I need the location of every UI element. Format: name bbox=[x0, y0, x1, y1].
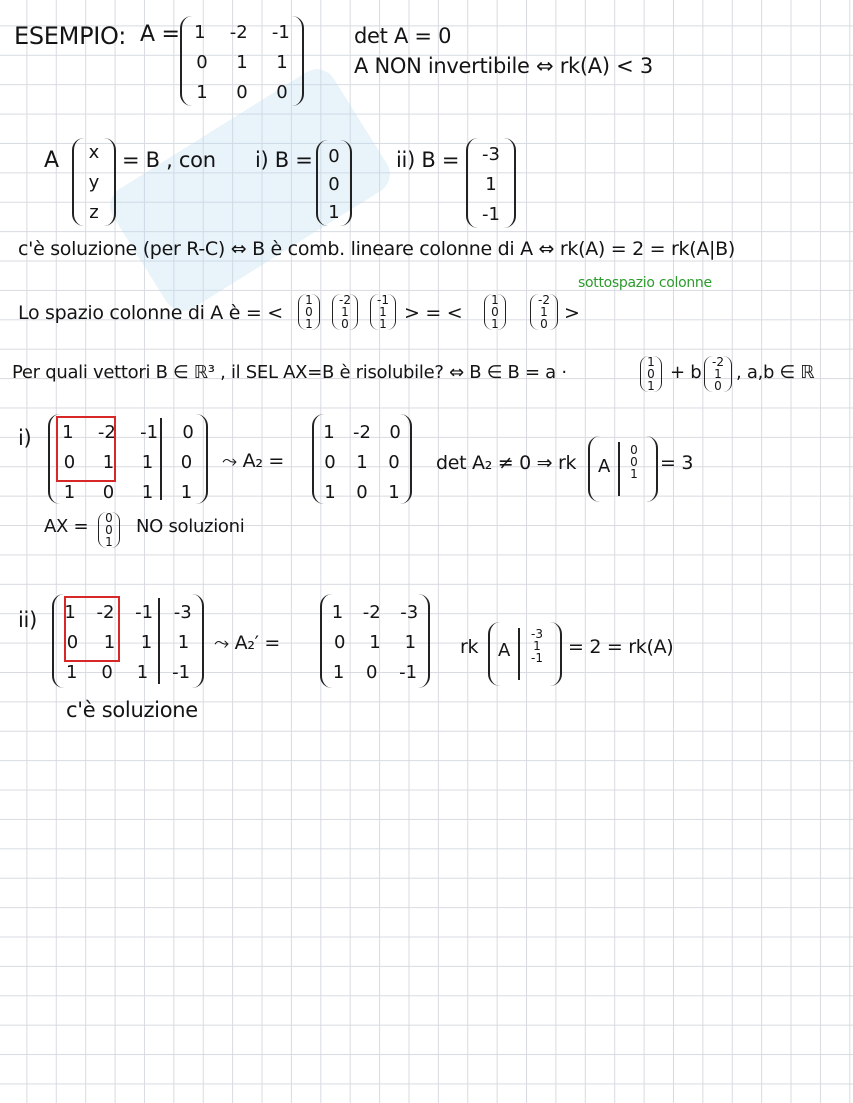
minor-highlight-ii bbox=[64, 596, 120, 662]
rk-equals-2: = 2 = rk(A) bbox=[568, 636, 674, 658]
vector-b1: 0 0 1 bbox=[316, 140, 352, 226]
question-v2: -2 1 0 bbox=[704, 356, 732, 392]
matrix-a2-prime: 1 -2 -3 0 1 1 1 0 -1 bbox=[320, 594, 430, 688]
span-v1: 1 0 1 bbox=[298, 294, 320, 330]
ax-vector: 0 0 1 bbox=[98, 512, 120, 548]
arrow-a2-prime: ⤳ A₂′ = bbox=[214, 632, 281, 654]
augmented-matrix-ii: 1 -2 -1 -3 0 1 1 1 1 0 1 -1 bbox=[52, 594, 204, 688]
system-equation: = B , con bbox=[122, 148, 216, 172]
span-w1: 1 0 1 bbox=[484, 294, 506, 330]
question-v1: 1 0 1 bbox=[640, 356, 662, 392]
augment-bar-ii bbox=[158, 598, 160, 684]
span-v2: -2 1 0 bbox=[332, 294, 358, 330]
rk-augmented-ii: A -3 1 -1 bbox=[488, 622, 562, 686]
case-i-label: i) bbox=[18, 426, 32, 450]
det-statement: det A = 0 bbox=[354, 24, 452, 48]
system-a: A bbox=[44, 148, 59, 173]
vector-xyz: x y z bbox=[72, 138, 116, 226]
subspace-note: sottospazio colonne bbox=[578, 275, 712, 291]
question-tail: , a,b ∈ ℝ bbox=[736, 362, 815, 383]
span-end: > bbox=[564, 302, 580, 324]
rk-equals-3: = 3 bbox=[660, 452, 694, 474]
span-v3: -1 1 1 bbox=[370, 294, 396, 330]
a-equals: A = bbox=[140, 22, 180, 47]
solution-condition: c'è soluzione (per R-C) ⇔ B è comb. lineare colonne di A ⇔ rk(A) = 2 = rk(A|B) bbox=[18, 238, 736, 260]
ax-equals: AX = bbox=[44, 516, 89, 537]
minor-highlight-i bbox=[56, 416, 116, 482]
case-ii-b-label: ii) B = bbox=[396, 148, 460, 172]
span-prefix: Lo spazio colonne di A è = < bbox=[18, 302, 283, 324]
question-text: Per quali vettori B ∈ ℝ³ , il SEL AX=B è risolubile? ⇔ B ∈ B = a · bbox=[12, 362, 567, 383]
solution-exists: c'è soluzione bbox=[66, 698, 198, 722]
question-plus-b: + b bbox=[670, 362, 702, 383]
augment-bar-i bbox=[160, 418, 162, 500]
example-heading: ESEMPIO: bbox=[14, 22, 126, 50]
vector-b2: -3 1 -1 bbox=[466, 138, 516, 228]
arrow-a2: ⤳ A₂ = bbox=[222, 450, 285, 472]
rk-label-ii: rk bbox=[460, 636, 479, 658]
augmented-matrix-i: 1 -2 -1 0 0 1 1 0 1 0 1 1 bbox=[48, 414, 208, 504]
det-a2-statement: det A₂ ≠ 0 ⇒ rk bbox=[436, 452, 577, 474]
span-w2: -2 1 0 bbox=[530, 294, 558, 330]
noninvertible-statement: A NON invertibile ⇔ rk(A) < 3 bbox=[354, 54, 653, 78]
rk-augmented-i: A 0 0 1 bbox=[588, 436, 658, 502]
case-i-b-label: i) B = bbox=[255, 148, 313, 172]
no-solutions: NO soluzioni bbox=[136, 516, 245, 537]
case-ii-label: ii) bbox=[18, 608, 37, 632]
matrix-a2: 1 -2 0 0 1 0 1 0 1 bbox=[312, 414, 412, 504]
span-mid: > = < bbox=[404, 302, 463, 324]
matrix-a: 1 -2 -1 0 1 1 1 0 0 bbox=[180, 16, 304, 106]
